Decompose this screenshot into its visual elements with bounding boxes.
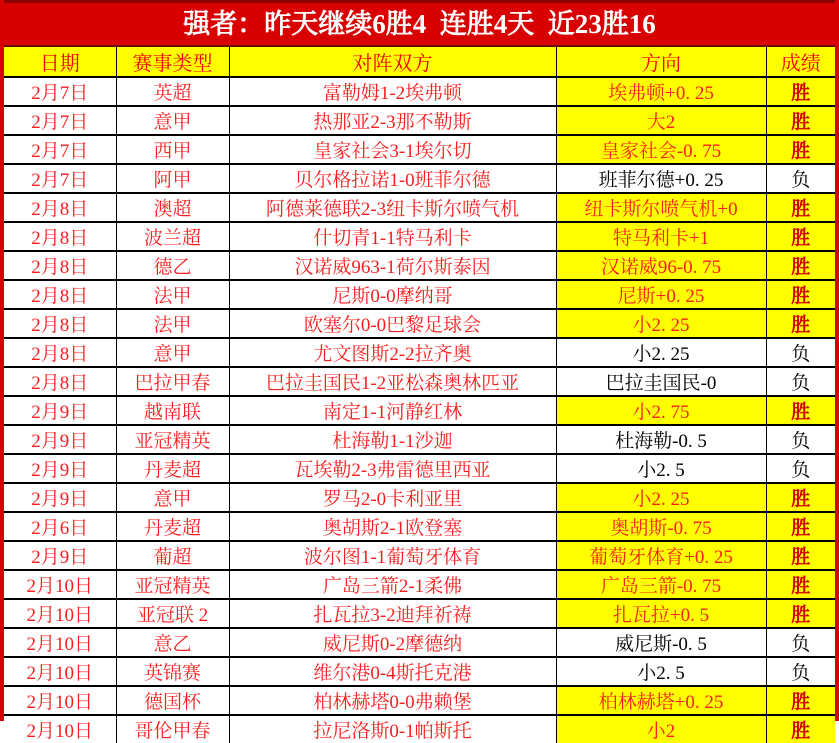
table-row [4,715,835,743]
result-cell: 负 [766,454,835,483]
date-cell: 2月10日 [4,657,116,686]
table-row [4,77,835,106]
result-cell: 胜 [766,106,835,135]
date-cell: 2月7日 [4,77,116,106]
table-row [4,251,835,280]
result-cell: 胜 [766,483,835,512]
table-row [4,367,835,396]
results-table [4,45,835,743]
direction-cell: 小2. 25 [556,309,766,338]
league-cell: 意甲 [116,338,229,367]
direction-cell: 小2. 25 [556,483,766,512]
column-header-league: 赛事类型 [116,46,229,77]
league-cell: 巴拉甲春 [116,367,229,396]
league-cell: 法甲 [116,309,229,338]
date-cell: 2月8日 [4,367,116,396]
date-cell: 2月7日 [4,135,116,164]
direction-cell: 小2 [556,715,766,743]
direction-cell: 威尼斯-0. 5 [556,628,766,657]
date-cell: 2月8日 [4,251,116,280]
match-cell: 巴拉圭国民1-2亚松森奥林匹亚 [229,367,556,396]
league-cell: 德乙 [116,251,229,280]
table-row [4,599,835,628]
result-cell: 胜 [766,512,835,541]
match-cell: 欧塞尔0-0巴黎足球会 [229,309,556,338]
match-cell: 尼斯0-0摩纳哥 [229,280,556,309]
match-cell: 维尔港0-4斯托克港 [229,657,556,686]
table-row [4,512,835,541]
match-cell: 奥胡斯2-1欧登塞 [229,512,556,541]
league-cell: 丹麦超 [116,454,229,483]
league-cell: 英超 [116,77,229,106]
direction-cell: 广岛三箭-0. 75 [556,570,766,599]
date-cell: 2月6日 [4,512,116,541]
league-cell: 波兰超 [116,222,229,251]
result-cell: 胜 [766,570,835,599]
date-cell: 2月9日 [4,541,116,570]
table-row [4,541,835,570]
direction-cell: 大2 [556,106,766,135]
date-cell: 2月9日 [4,483,116,512]
direction-cell: 皇家社会-0. 75 [556,135,766,164]
result-cell: 负 [766,628,835,657]
page-title: 强者：昨天继续6胜4 连胜4天 近23胜16 [4,0,835,45]
result-cell: 胜 [766,686,835,715]
league-cell: 阿甲 [116,164,229,193]
column-header-match: 对阵双方 [229,46,556,77]
league-cell: 哥伦甲春 [116,715,229,743]
direction-cell: 小2. 75 [556,396,766,425]
league-cell: 澳超 [116,193,229,222]
match-cell: 贝尔格拉诺1-0班菲尔德 [229,164,556,193]
league-cell: 英锦赛 [116,657,229,686]
match-cell: 阿德莱德联2-3纽卡斯尔喷气机 [229,193,556,222]
table-row [4,280,835,309]
date-cell: 2月8日 [4,193,116,222]
match-cell: 广岛三箭2-1柔佛 [229,570,556,599]
league-cell: 德国杯 [116,686,229,715]
table-row [4,570,835,599]
direction-cell: 柏林赫塔+0. 25 [556,686,766,715]
result-cell: 胜 [766,396,835,425]
table-row [4,483,835,512]
result-cell: 胜 [766,715,835,743]
date-cell: 2月7日 [4,106,116,135]
date-cell: 2月10日 [4,628,116,657]
direction-cell: 小2. 5 [556,454,766,483]
league-cell: 亚冠精英 [116,425,229,454]
column-header-date: 日期 [4,46,116,77]
direction-cell: 扎瓦拉+0. 5 [556,599,766,628]
match-cell: 罗马2-0卡利亚里 [229,483,556,512]
match-cell: 扎瓦拉3-2迪拜祈祷 [229,599,556,628]
table-row [4,193,835,222]
date-cell: 2月10日 [4,686,116,715]
table-row [4,164,835,193]
result-cell: 胜 [766,135,835,164]
match-cell: 尤文图斯2-2拉齐奥 [229,338,556,367]
match-cell: 富勒姆1-2埃弗顿 [229,77,556,106]
league-cell: 越南联 [116,396,229,425]
date-cell: 2月10日 [4,715,116,743]
date-cell: 2月10日 [4,599,116,628]
direction-cell: 尼斯+0. 25 [556,280,766,309]
result-cell: 负 [766,367,835,396]
result-cell: 胜 [766,541,835,570]
header-row [4,46,835,77]
league-cell: 西甲 [116,135,229,164]
date-cell: 2月8日 [4,280,116,309]
result-cell: 胜 [766,309,835,338]
league-cell: 葡超 [116,541,229,570]
date-cell: 2月10日 [4,570,116,599]
table-row [4,628,835,657]
table-row [4,222,835,251]
match-cell: 瓦埃勒2-3弗雷德里西亚 [229,454,556,483]
date-cell: 2月9日 [4,396,116,425]
match-cell: 什切青1-1特马利卡 [229,222,556,251]
table-row [4,309,835,338]
direction-cell: 特马利卡+1 [556,222,766,251]
results-body [4,77,835,743]
direction-cell: 汉诺威96-0. 75 [556,251,766,280]
table-row [4,338,835,367]
match-cell: 柏林赫塔0-0弗赖堡 [229,686,556,715]
league-cell: 意甲 [116,483,229,512]
direction-cell: 埃弗顿+0. 25 [556,77,766,106]
result-cell: 胜 [766,599,835,628]
direction-cell: 杜海勒-0. 5 [556,425,766,454]
direction-cell: 班菲尔德+0. 25 [556,164,766,193]
result-cell: 负 [766,425,835,454]
direction-cell: 小2. 5 [556,657,766,686]
league-cell: 法甲 [116,280,229,309]
table-row [4,106,835,135]
league-cell: 亚冠精英 [116,570,229,599]
table-row [4,425,835,454]
table-row [4,135,835,164]
match-cell: 拉尼洛斯0-1帕斯托 [229,715,556,743]
result-cell: 胜 [766,280,835,309]
result-cell: 胜 [766,222,835,251]
table-row [4,686,835,715]
direction-cell: 葡萄牙体育+0. 25 [556,541,766,570]
results-header [4,46,835,77]
direction-cell: 纽卡斯尔喷气机+0 [556,193,766,222]
direction-cell: 小2. 25 [556,338,766,367]
direction-cell: 巴拉圭国民-0 [556,367,766,396]
match-cell: 杜海勒1-1沙迦 [229,425,556,454]
match-cell: 波尔图1-1葡萄牙体育 [229,541,556,570]
result-cell: 负 [766,657,835,686]
match-cell: 汉诺威963-1荷尔斯泰因 [229,251,556,280]
match-cell: 威尼斯0-2摩德纳 [229,628,556,657]
date-cell: 2月8日 [4,309,116,338]
date-cell: 2月8日 [4,222,116,251]
direction-cell: 奥胡斯-0. 75 [556,512,766,541]
league-cell: 意乙 [116,628,229,657]
league-cell: 丹麦超 [116,512,229,541]
result-cell: 胜 [766,251,835,280]
match-cell: 皇家社会3-1埃尔切 [229,135,556,164]
date-cell: 2月9日 [4,454,116,483]
result-cell: 负 [766,164,835,193]
table-row [4,454,835,483]
date-cell: 2月9日 [4,425,116,454]
league-cell: 意甲 [116,106,229,135]
league-cell: 亚冠联 2 [116,599,229,628]
match-cell: 南定1-1河静红林 [229,396,556,425]
result-cell: 胜 [766,77,835,106]
table-row [4,396,835,425]
column-header-direction: 方向 [556,46,766,77]
result-cell: 负 [766,338,835,367]
column-header-result: 成绩 [766,46,835,77]
date-cell: 2月8日 [4,338,116,367]
date-cell: 2月7日 [4,164,116,193]
match-cell: 热那亚2-3那不勒斯 [229,106,556,135]
table-row [4,657,835,686]
result-cell: 胜 [766,193,835,222]
